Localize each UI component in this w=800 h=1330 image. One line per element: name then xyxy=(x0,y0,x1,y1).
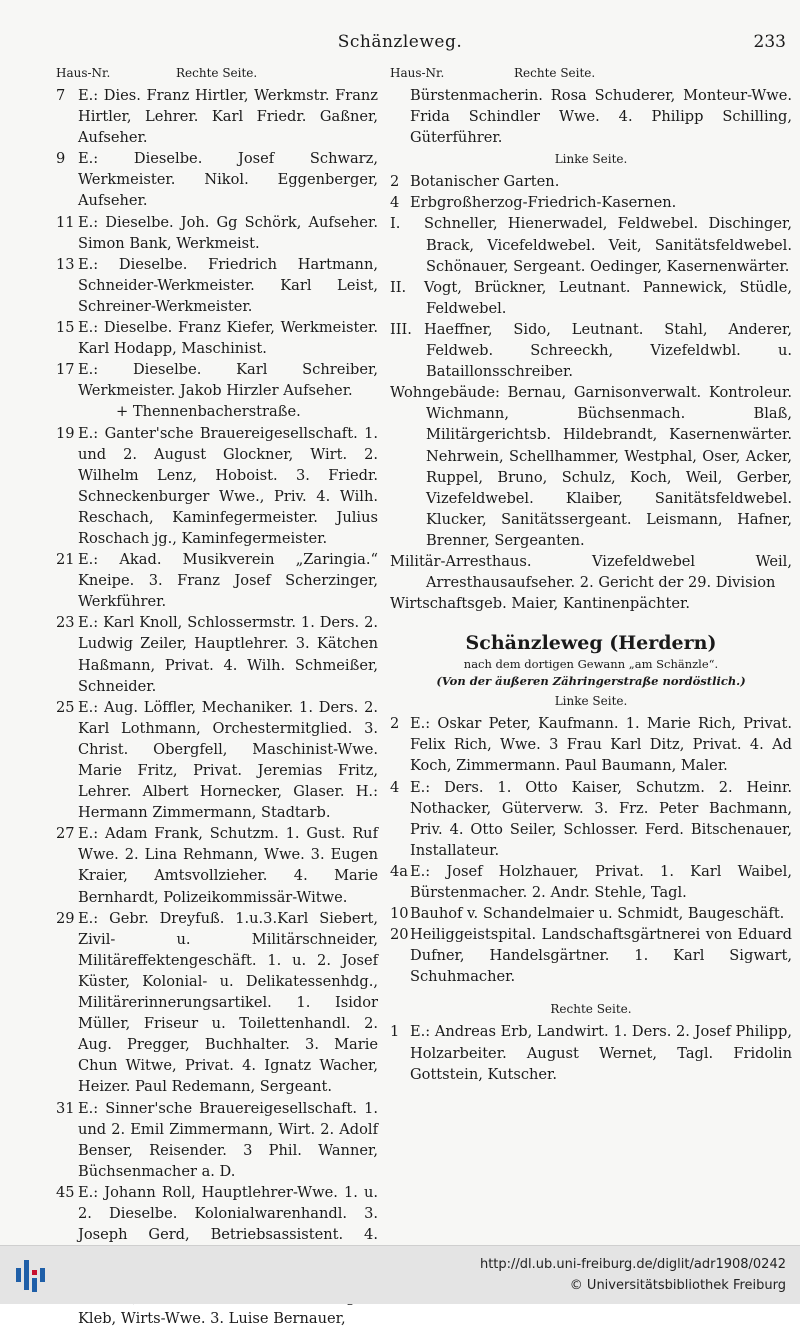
directory-entry xyxy=(56,359,378,401)
directory-entry xyxy=(390,713,792,776)
house-number: 17 xyxy=(56,361,75,379)
left-entry-list xyxy=(56,85,378,1330)
entry-text: E.: Oskar Peter, Kaufmann. 1. Marie Rich, Privat. Felix Rich, Wwe. 3 Frau Karl Ditz, Privat. 4. Ad Koch, Zimmermann. Paul Baumann, Maler. xyxy=(410,715,792,775)
house-number: 2 xyxy=(390,173,400,191)
directory-entry xyxy=(56,254,378,317)
right-column-header xyxy=(390,64,792,84)
house-number: 4 xyxy=(390,778,400,796)
entry-text: E.: Johann Roll, Hauptlehrer-Wwe. 1. u. 2. Dieselbe. Kolonialwarenhandl. 3. Joseph Gerd, Betriebsassistent. 4. xyxy=(78,1183,378,1244)
directory-entry xyxy=(56,1098,378,1182)
kasernen-list xyxy=(390,213,792,382)
street-heading: Schänzleweg (Herdern) xyxy=(465,632,717,655)
entry-text: Militär-Arresthaus. Vizefeldwebel Weil, Arresthausaufseher. 2. Gericht der 29. Division xyxy=(390,552,792,592)
house-number: 20 xyxy=(390,926,409,944)
herdern-left-list xyxy=(390,713,792,987)
house-number: 45 xyxy=(56,1183,75,1201)
running-title: Schänzleweg. xyxy=(337,32,463,52)
directory-entry xyxy=(390,85,792,148)
entry-text: E.: Dieselbe. Joh. Gg Schörk, Aufseher. Simon Bank, Werkmeist. xyxy=(78,213,378,252)
entry-text: E.: Dieselbe. Karl Schreiber, Werkmeister. Jakob Hirzler Aufseher. xyxy=(78,361,378,400)
house-number: 31 xyxy=(56,1099,75,1117)
house-number: 15 xyxy=(56,319,75,337)
directory-entry xyxy=(56,908,378,1098)
entry-text: Heiliggeistspital. Landschaftsgärtnerei von Eduard Dufner, Handelsgärtner. 1. Karl Sigwart, Schuhmacher. xyxy=(410,926,792,986)
house-number: 21 xyxy=(56,551,75,569)
entry-text: E.: Ders. 1. Otto Kaiser, Schutzm. 2. Heinr. Nothacker, Güterverw. 3. Frz. Peter Bachmann, Priv. 4. Otto Seiler, Schlosser. Ferd. Bitschenauer, Installateur. xyxy=(410,778,792,859)
house-number: 10 xyxy=(390,905,409,923)
house-number: 19 xyxy=(56,424,75,442)
directory-entry xyxy=(56,401,378,422)
directory-entry xyxy=(390,319,792,382)
directory-entry xyxy=(56,549,378,612)
entry-text: E.: Andreas Erb, Landwirt. 1. Ders. 2. Josef Philipp, Holzarbeiter. August Wernet, Tagl. Fridolin Gottstein, Kutscher. xyxy=(410,1023,792,1083)
entry-text: E.: Dieselbe. Friedrich Hartmann, Schneider-Werkmeister. Karl Leist, Schreiner-Werkmeister. xyxy=(78,255,378,315)
building-list xyxy=(390,382,792,614)
right-side-label: Rechte Seite. xyxy=(550,1002,632,1017)
entry-text: Wohngebäude: Bernau, Garnisonverwalt. Kontroleur. Wichmann, Büchsenmach. Blaß, Militärgerichtsb. Hildebrandt, Kasernenwärter. Nehrwein, Schellhammer, Westphal, Oser, Acker, Ruppel, Bruno, Schulz, Koch, Weil, Gerber, Vizefeldwebel. Klaiber, Sanitätsfeldwebel. Klucker, Sanitätssergeant. Leismann, Hafner, Brenner, Sergeanten. xyxy=(390,384,792,549)
entry-text: Wirtschaftsgeb. Maier, Kantinenpächter. xyxy=(390,595,691,613)
left-column xyxy=(56,64,378,1330)
entry-text: E.: Sinner'sche Brauereigesellschaft. 1. und 2. Emil Zimmermann, Wirt. 2. Adolf Benser, Reisender. 3 Phil. Wanner, Büchsenmacher a. D. xyxy=(78,1099,378,1180)
directory-entry xyxy=(56,148,378,211)
directory-entry xyxy=(56,697,378,824)
entry-text: E.: Aug. Löffler, Mechaniker. 1. Ders. 2. Karl Lothmann, Orchestermitglied. 3. Christ. Obergfell, Maschinist-Wwe. Marie Fritz, Privat. Jeremias Fritz, Lehrer. Albert Hornecker, Glaser. H.: Hermann Zimmermann, Stadtarb. xyxy=(78,698,378,822)
directory-entry xyxy=(390,1021,792,1084)
directory-entry xyxy=(390,277,792,319)
haus-nr-label: Haus-Nr. xyxy=(56,66,111,80)
side-label: Rechte Seite. xyxy=(514,66,596,80)
entry-text: Erbgroßherzog-Friedrich-Kasernen. xyxy=(410,194,677,212)
house-number: 1 xyxy=(390,1023,400,1041)
entry-text: E.: Dieselbe. Josef Schwarz, Werkmeister. Nikol. Eggenberger, Aufseher. xyxy=(78,150,378,210)
entry-text: E.: Josef Holzhauer, Privat. 1. Karl Waibel, Bürstenmacher. 2. Andr. Stehle, Tagl. xyxy=(410,862,792,901)
right-column xyxy=(390,64,792,1085)
house-number: 27 xyxy=(56,825,75,843)
entry-text: E.: Karl Knoll, Schlossermstr. 1. Ders. 2. Ludwig Zeiler, Hauptlehrer. 3. Kätchen Haßmann, Privat. 4. Wilh. Schmeißer, Schneider. xyxy=(78,614,378,695)
left-side-list xyxy=(390,171,792,213)
entry-text: + Thennenbacherstraße. xyxy=(116,403,301,421)
street-note: nach dem dortigen Gewann „am Schänzle“. xyxy=(463,657,719,672)
source-url-link[interactable]: http://dl.ub.uni-freiburg.de/diglit/adr1908/0242 xyxy=(479,1257,786,1272)
directory-entry xyxy=(56,212,378,254)
directory-entry xyxy=(390,593,792,614)
entry-text: Haeffner, Sido, Leutnant. Stahl, Anderer, Feldweb. Schreeckh, Vizefeldwbl. u. Bataillonsschreiber. xyxy=(424,320,792,381)
entry-text: E.: Gebr. Dreyfuß. 1.u.3.Karl Siebert, Zivil- u. Militärschneider, Militäreffektengeschäft. 1. u. 2. Josef Küster, Kolonial- u. Delikatessenhdg., Militärerinnerungsartikel. 1. Isidor Müller, Friseur u. Toilettenhandl. 2. Aug. Pregger, Buchhalter. 3. Marie Chun Witwe, Privat. 4. Ignatz Wacher, Heizer. Paul Redemann, Sergeant. xyxy=(78,909,378,1096)
left-column-header xyxy=(56,64,378,84)
haus-nr-label: Haus-Nr. xyxy=(390,66,445,80)
continuation-list xyxy=(390,85,792,148)
side-label: Rechte Seite. xyxy=(176,66,258,80)
directory-entry xyxy=(56,612,378,696)
entry-text: Bauhof v. Schandelmaier u. Schmidt, Baugeschäft. xyxy=(410,905,785,923)
house-number: III. xyxy=(390,320,412,338)
house-number: 9 xyxy=(56,150,66,168)
house-number: 25 xyxy=(56,698,75,716)
entry-text: E.: Ganter'sche Brauereigesellschaft. 1. und 2. August Glockner, Wirt. 2. Wilhelm Lenz, Hoboist. 3. Friedr. Schneckenburger Wwe., Priv. 4. Wilh. Reschach, Kaminfegermeister. Julius Roschach jg., Kaminfegermeister. xyxy=(78,424,378,547)
viewer-footer xyxy=(0,1245,800,1304)
house-number: 4 xyxy=(390,194,400,212)
directory-entry xyxy=(56,317,378,359)
entry-text: E.: Adam Frank, Schutzm. 1. Gust. Ruf Wwe. 2. Lina Rehmann, Wwe. 3. Eugen Kraier, Amtsvollzieher. 4. Marie Bernhardt, Polizeikommissär-Witwe. xyxy=(78,825,378,906)
house-number: 7 xyxy=(56,87,66,104)
house-number: 4a xyxy=(390,862,408,880)
directory-entry xyxy=(390,777,792,861)
ub-freiburg-logo-icon xyxy=(14,1256,50,1294)
entry-text: Schneller, Hienerwadel, Feldwebel. Dischinger, Brack, Vicefeldwebel. Veit, Sanitätsfeldwebel. Schönauer, Sergeant. Oedinger, Kasernenwärter. xyxy=(424,215,792,275)
house-number: II. xyxy=(390,278,407,296)
directory-entry xyxy=(390,903,792,924)
street-direction: (Von der äußeren Zähringerstraße nordöstlich.) xyxy=(436,674,746,689)
directory-entry xyxy=(390,551,792,593)
entry-text: Kleb, Wirts-Wwe. 3. Luise Bernauer, xyxy=(78,1310,346,1328)
entry-text: E.: Akad. Musikverein „Zaringia.“ Kneipe. 3. Franz Josef Scherzinger, Werkführer. xyxy=(78,551,378,611)
house-number: 13 xyxy=(56,255,75,273)
directory-entry xyxy=(390,192,792,213)
entry-text: Bürstenmacherin. Rosa Schuderer, Monteur-Wwe. Frida Schindler Wwe. 4. Philipp Schilling, Güterführer. xyxy=(410,87,792,147)
entry-text: E.: Dieselbe. Franz Kiefer, Werkmeister. Karl Hodapp, Maschinist. xyxy=(78,319,378,358)
left-side-label: Linke Seite. xyxy=(554,152,628,167)
copyright-notice: © Universitätsbibliothek Freiburg xyxy=(569,1278,786,1293)
entry-text: Vogt, Brückner, Leutnant. Pannewick, Stüdle, Feldwebel. xyxy=(424,278,792,317)
left-side-label: Linke Seite. xyxy=(554,694,628,709)
directory-entry xyxy=(56,85,378,148)
directory-entry xyxy=(390,382,792,551)
house-number: 2 xyxy=(390,715,400,733)
house-number: I. xyxy=(390,215,401,233)
house-number: 29 xyxy=(56,909,75,927)
directory-entry xyxy=(390,171,792,192)
house-number: 11 xyxy=(56,213,75,231)
herdern-right-list xyxy=(390,1021,792,1084)
page-number: 233 xyxy=(753,32,786,52)
entry-text: E.: Dies. Franz Hirtler, Werkmstr. Franz Hirtler, Lehrer. Karl Friedr. Gaßner, Aufseher. xyxy=(78,87,378,147)
directory-entry xyxy=(56,823,378,907)
directory-entry xyxy=(390,213,792,276)
entry-text: Botanischer Garten. xyxy=(410,173,560,191)
directory-entry xyxy=(390,861,792,903)
directory-entry xyxy=(390,924,792,987)
house-number: 23 xyxy=(56,614,75,632)
directory-entry xyxy=(56,423,378,550)
